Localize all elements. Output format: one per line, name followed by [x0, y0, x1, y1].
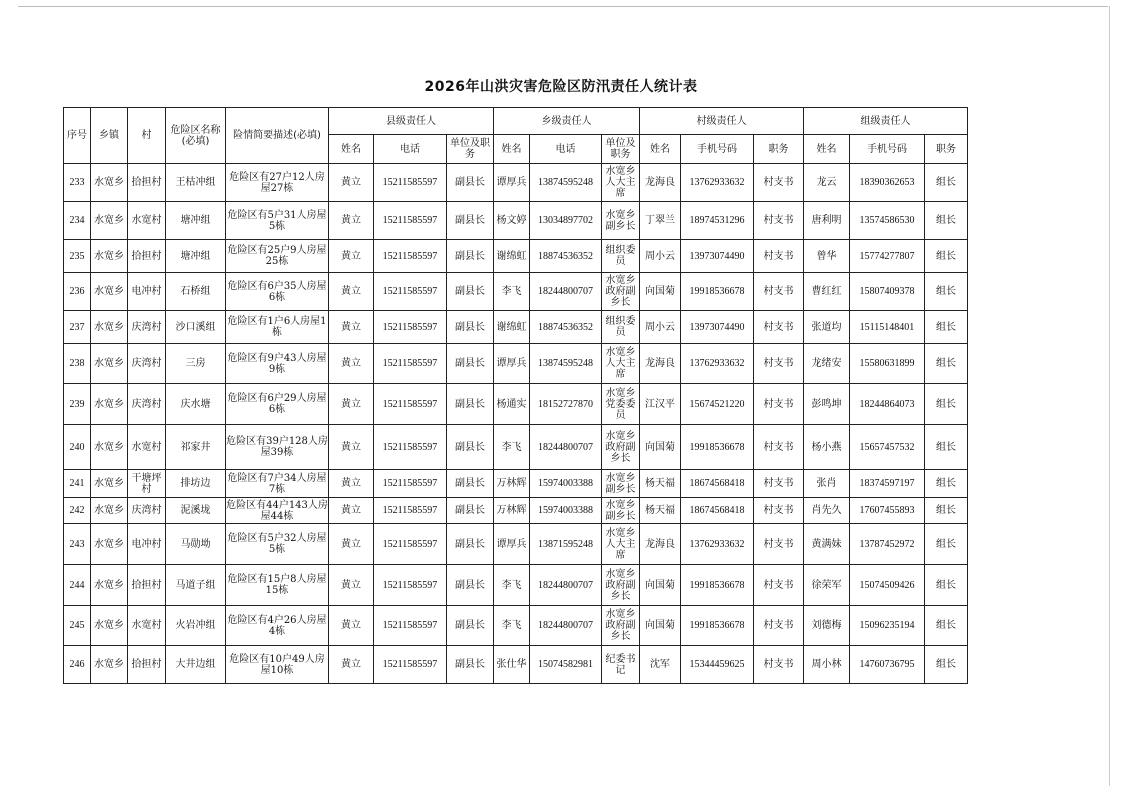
seq-cell: 242	[64, 498, 91, 524]
village-mobile-cell: 15344459625	[681, 646, 754, 684]
township-position-cell: 水宽乡政府副乡长	[602, 606, 640, 646]
team-position-cell: 组长	[925, 565, 968, 606]
village-position-cell: 村支书	[754, 646, 804, 684]
team-mobile-cell: 15807409378	[850, 273, 925, 311]
zone-cell: 马道子组	[166, 565, 226, 606]
township-phone-cell: 15974003388	[530, 470, 602, 498]
description-cell: 危险区有9户43人房屋9栋	[226, 344, 329, 384]
zone-cell: 大井边组	[166, 646, 226, 684]
county-name-cell: 黄立	[329, 425, 374, 470]
zone-cell: 塘冲组	[166, 202, 226, 240]
header-village-name: 姓名	[640, 135, 681, 164]
seq-cell: 233	[64, 164, 91, 202]
header-row-1	[64, 108, 968, 135]
township-phone-cell: 18244800707	[530, 565, 602, 606]
village-position-cell: 村支书	[754, 524, 804, 565]
seq-cell: 241	[64, 470, 91, 498]
township-name-cell: 杨文婷	[494, 202, 530, 240]
seq-cell: 235	[64, 240, 91, 273]
village-position-cell: 村支书	[754, 565, 804, 606]
header-county-phone: 电话	[374, 135, 447, 164]
village-mobile-cell: 13762933632	[681, 524, 754, 565]
county-phone-cell: 15211585597	[374, 470, 447, 498]
zone-cell: 排坊边	[166, 470, 226, 498]
township-name-cell: 谢绵虹	[494, 311, 530, 344]
page-title: 2026年山洪灾害危险区防汛责任人统计表	[424, 79, 698, 95]
header-team-mobile: 手机号码	[850, 135, 925, 164]
township-name-cell: 张仕华	[494, 646, 530, 684]
county-position-cell: 副县长	[447, 606, 494, 646]
description-cell: 危险区有27户12人房屋27栋	[226, 164, 329, 202]
team-name-cell: 徐荣军	[804, 565, 850, 606]
seq-cell: 238	[64, 344, 91, 384]
team-name-cell: 龙云	[804, 164, 850, 202]
township-phone-cell: 15974003388	[530, 498, 602, 524]
county-name-cell: 黄立	[329, 311, 374, 344]
county-name-cell: 黄立	[329, 273, 374, 311]
team-mobile-cell: 15657457532	[850, 425, 925, 470]
county-phone-cell: 15211585597	[374, 273, 447, 311]
team-name-cell: 曾华	[804, 240, 850, 273]
township-cell: 水宽乡	[91, 524, 128, 565]
village-mobile-cell: 13762933632	[681, 164, 754, 202]
table-row	[64, 384, 968, 425]
table-body	[64, 164, 968, 684]
team-name-cell: 肖先久	[804, 498, 850, 524]
township-cell: 水宽乡	[91, 384, 128, 425]
county-name-cell: 黄立	[329, 606, 374, 646]
zone-cell: 石桥组	[166, 273, 226, 311]
county-name-cell: 黄立	[329, 565, 374, 606]
table-row	[64, 273, 968, 311]
village-cell: 庆湾村	[128, 498, 166, 524]
county-name-cell: 黄立	[329, 470, 374, 498]
scan-edge-right	[1109, 6, 1110, 786]
table-row	[64, 311, 968, 344]
header-team-group: 组级责任人	[804, 108, 968, 135]
village-name-cell: 沈军	[640, 646, 681, 684]
village-mobile-cell: 19918536678	[681, 273, 754, 311]
village-position-cell: 村支书	[754, 311, 804, 344]
description-cell: 危险区有1户6人房屋1栋	[226, 311, 329, 344]
township-cell: 水宽乡	[91, 273, 128, 311]
township-cell: 水宽乡	[91, 344, 128, 384]
table-row	[64, 470, 968, 498]
village-name-cell: 向国菊	[640, 273, 681, 311]
seq-cell: 237	[64, 311, 91, 344]
description-cell: 危险区有39户128人房屋39栋	[226, 425, 329, 470]
township-phone-cell: 18874536352	[530, 311, 602, 344]
township-position-cell: 水宽乡政府副乡长	[602, 565, 640, 606]
county-position-cell: 副县长	[447, 565, 494, 606]
seq-cell: 244	[64, 565, 91, 606]
village-position-cell: 村支书	[754, 384, 804, 425]
header-seq: 序号	[64, 108, 91, 164]
team-mobile-cell: 15115148401	[850, 311, 925, 344]
village-mobile-cell: 13762933632	[681, 344, 754, 384]
seq-cell: 234	[64, 202, 91, 240]
scan-edge-top	[18, 6, 1108, 7]
team-position-cell: 组长	[925, 425, 968, 470]
zone-cell: 马勋坳	[166, 524, 226, 565]
header-village-mobile: 手机号码	[681, 135, 754, 164]
village-name-cell: 向国菊	[640, 606, 681, 646]
village-mobile-cell: 19918536678	[681, 425, 754, 470]
zone-cell: 沙口溪组	[166, 311, 226, 344]
township-phone-cell: 18244800707	[530, 273, 602, 311]
team-name-cell: 曹红红	[804, 273, 850, 311]
village-mobile-cell: 13973074490	[681, 311, 754, 344]
team-mobile-cell: 18244864073	[850, 384, 925, 425]
header-village-position: 职务	[754, 135, 804, 164]
village-name-cell: 江汉平	[640, 384, 681, 425]
team-position-cell: 组长	[925, 240, 968, 273]
header-township-group: 乡级责任人	[494, 108, 640, 135]
header-description: 险情简要描述(必填)	[226, 108, 329, 164]
responsibility-table	[63, 107, 968, 684]
village-mobile-cell: 15674521220	[681, 384, 754, 425]
village-position-cell: 村支书	[754, 202, 804, 240]
header-zone-name: 危险区名称(必填)	[166, 108, 226, 164]
table-row	[64, 164, 968, 202]
table-row	[64, 646, 968, 684]
county-position-cell: 副县长	[447, 646, 494, 684]
team-name-cell: 唐利明	[804, 202, 850, 240]
county-phone-cell: 15211585597	[374, 606, 447, 646]
township-cell: 水宽乡	[91, 240, 128, 273]
description-cell: 危险区有25户9人房屋25栋	[226, 240, 329, 273]
team-name-cell: 张道均	[804, 311, 850, 344]
village-mobile-cell: 18674568418	[681, 470, 754, 498]
header-township-unit: 单位及职务	[602, 135, 640, 164]
table-row	[64, 202, 968, 240]
header-county-unit: 单位及职务	[447, 135, 494, 164]
village-name-cell: 龙海良	[640, 164, 681, 202]
table-row	[64, 240, 968, 273]
table-row	[64, 425, 968, 470]
village-mobile-cell: 18674568418	[681, 498, 754, 524]
description-cell: 危险区有6户29人房屋6栋	[226, 384, 329, 425]
township-name-cell: 杨通实	[494, 384, 530, 425]
village-cell: 电冲村	[128, 273, 166, 311]
team-position-cell: 组长	[925, 606, 968, 646]
header-township-phone: 电话	[530, 135, 602, 164]
county-phone-cell: 15211585597	[374, 384, 447, 425]
county-phone-cell: 15211585597	[374, 240, 447, 273]
team-mobile-cell: 13787452972	[850, 524, 925, 565]
village-name-cell: 丁翠兰	[640, 202, 681, 240]
team-mobile-cell: 15580631899	[850, 344, 925, 384]
township-position-cell: 水宽乡人大主席	[602, 344, 640, 384]
header-team-name: 姓名	[804, 135, 850, 164]
village-cell: 拾担村	[128, 164, 166, 202]
team-mobile-cell: 17607455893	[850, 498, 925, 524]
township-cell: 水宽乡	[91, 646, 128, 684]
zone-cell: 庆水塘	[166, 384, 226, 425]
seq-cell: 240	[64, 425, 91, 470]
township-position-cell: 组织委员	[602, 240, 640, 273]
team-position-cell: 组长	[925, 524, 968, 565]
county-position-cell: 副县长	[447, 470, 494, 498]
team-name-cell: 刘德梅	[804, 606, 850, 646]
team-mobile-cell: 18374597197	[850, 470, 925, 498]
village-name-cell: 杨天福	[640, 498, 681, 524]
village-name-cell: 向国菊	[640, 565, 681, 606]
team-name-cell: 周小林	[804, 646, 850, 684]
township-name-cell: 谢绵虹	[494, 240, 530, 273]
village-cell: 庆湾村	[128, 384, 166, 425]
zone-cell: 泥溪垅	[166, 498, 226, 524]
description-cell: 危险区有4户26人房屋4栋	[226, 606, 329, 646]
village-cell: 庆湾村	[128, 311, 166, 344]
team-name-cell: 黄满妹	[804, 524, 850, 565]
village-cell: 拾担村	[128, 240, 166, 273]
county-name-cell: 黄立	[329, 344, 374, 384]
village-mobile-cell: 18974531296	[681, 202, 754, 240]
village-name-cell: 杨天福	[640, 470, 681, 498]
county-position-cell: 副县长	[447, 164, 494, 202]
description-cell: 危险区有7户34人房屋7栋	[226, 470, 329, 498]
township-position-cell: 水宽乡副乡长	[602, 470, 640, 498]
township-position-cell: 水宽乡政府副乡长	[602, 425, 640, 470]
description-cell: 危险区有10户49人房屋10栋	[226, 646, 329, 684]
description-cell: 危险区有15户8人房屋15栋	[226, 565, 329, 606]
township-position-cell: 水宽乡人大主席	[602, 524, 640, 565]
table-row	[64, 344, 968, 384]
township-name-cell: 万林辉	[494, 498, 530, 524]
township-phone-cell: 13871595248	[530, 524, 602, 565]
team-position-cell: 组长	[925, 470, 968, 498]
team-position-cell: 组长	[925, 498, 968, 524]
county-phone-cell: 15211585597	[374, 202, 447, 240]
village-name-cell: 周小云	[640, 311, 681, 344]
county-phone-cell: 15211585597	[374, 311, 447, 344]
county-phone-cell: 15211585597	[374, 425, 447, 470]
zone-cell: 王枯冲组	[166, 164, 226, 202]
village-position-cell: 村支书	[754, 470, 804, 498]
table-row	[64, 498, 968, 524]
county-position-cell: 副县长	[447, 344, 494, 384]
header-township: 乡镇	[91, 108, 128, 164]
township-phone-cell: 13874595248	[530, 344, 602, 384]
county-position-cell: 副县长	[447, 273, 494, 311]
village-position-cell: 村支书	[754, 606, 804, 646]
township-position-cell: 水宽乡党委委员	[602, 384, 640, 425]
township-phone-cell: 13034897702	[530, 202, 602, 240]
township-phone-cell: 18244800707	[530, 425, 602, 470]
village-cell: 干塘坪村	[128, 470, 166, 498]
team-name-cell: 彭鸣坤	[804, 384, 850, 425]
team-mobile-cell: 13574586530	[850, 202, 925, 240]
header-county-group: 县级责任人	[329, 108, 494, 135]
township-cell: 水宽乡	[91, 425, 128, 470]
county-position-cell: 副县长	[447, 384, 494, 425]
zone-cell: 塘冲组	[166, 240, 226, 273]
team-position-cell: 组长	[925, 164, 968, 202]
table-row	[64, 565, 968, 606]
township-cell: 水宽乡	[91, 606, 128, 646]
township-position-cell: 纪委书记	[602, 646, 640, 684]
village-cell: 电冲村	[128, 524, 166, 565]
table-row	[64, 524, 968, 565]
township-name-cell: 李飞	[494, 425, 530, 470]
team-position-cell: 组长	[925, 384, 968, 425]
village-position-cell: 村支书	[754, 273, 804, 311]
county-position-cell: 副县长	[447, 311, 494, 344]
header-village-group: 村级责任人	[640, 108, 804, 135]
township-position-cell: 水宽乡副乡长	[602, 202, 640, 240]
team-name-cell: 杨小燕	[804, 425, 850, 470]
township-name-cell: 谭厚兵	[494, 164, 530, 202]
county-name-cell: 黄立	[329, 240, 374, 273]
zone-cell: 三房	[166, 344, 226, 384]
description-cell: 危险区有44户143人房屋44栋	[226, 499, 328, 522]
team-position-cell: 组长	[925, 202, 968, 240]
county-phone-cell: 15211585597	[374, 646, 447, 684]
township-position-cell: 水宽乡副乡长	[602, 498, 640, 524]
county-phone-cell: 15211585597	[374, 498, 447, 524]
county-position-cell: 副县长	[447, 524, 494, 565]
village-cell: 庆湾村	[128, 344, 166, 384]
township-position-cell: 水宽乡政府副乡长	[602, 273, 640, 311]
village-position-cell: 村支书	[754, 425, 804, 470]
village-cell: 拾担村	[128, 565, 166, 606]
village-position-cell: 村支书	[754, 240, 804, 273]
team-name-cell: 张肖	[804, 470, 850, 498]
header-team-position: 职务	[925, 135, 968, 164]
township-cell: 水宽乡	[91, 498, 128, 524]
village-mobile-cell: 13973074490	[681, 240, 754, 273]
township-name-cell: 李飞	[494, 565, 530, 606]
county-name-cell: 黄立	[329, 202, 374, 240]
county-phone-cell: 15211585597	[374, 344, 447, 384]
county-name-cell: 黄立	[329, 164, 374, 202]
township-name-cell: 万林辉	[494, 470, 530, 498]
village-name-cell: 龙海良	[640, 344, 681, 384]
village-position-cell: 村支书	[754, 164, 804, 202]
township-cell: 水宽乡	[91, 311, 128, 344]
team-position-cell: 组长	[925, 273, 968, 311]
county-name-cell: 黄立	[329, 646, 374, 684]
zone-cell: 祁家井	[166, 425, 226, 470]
township-phone-cell: 18152727870	[530, 384, 602, 425]
township-cell: 水宽乡	[91, 164, 128, 202]
team-position-cell: 组长	[925, 311, 968, 344]
county-position-cell: 副县长	[447, 240, 494, 273]
township-cell: 水宽乡	[91, 470, 128, 498]
team-mobile-cell: 15774277807	[850, 240, 925, 273]
seq-cell: 239	[64, 384, 91, 425]
county-position-cell: 副县长	[447, 425, 494, 470]
county-position-cell: 副县长	[447, 202, 494, 240]
village-position-cell: 村支书	[754, 344, 804, 384]
township-phone-cell: 13874595248	[530, 164, 602, 202]
village-name-cell: 向国菊	[640, 425, 681, 470]
seq-cell: 246	[64, 646, 91, 684]
township-name-cell: 李飞	[494, 273, 530, 311]
header-township-name: 姓名	[494, 135, 530, 164]
county-phone-cell: 15211585597	[374, 524, 447, 565]
village-cell: 拾担村	[128, 646, 166, 684]
township-position-cell: 水宽乡人大主席	[602, 164, 640, 202]
county-phone-cell: 15211585597	[374, 164, 447, 202]
village-mobile-cell: 19918536678	[681, 565, 754, 606]
description-cell: 危险区有5户31人房屋5栋	[226, 202, 329, 240]
township-name-cell: 谭厚兵	[494, 524, 530, 565]
county-name-cell: 黄立	[329, 524, 374, 565]
township-phone-cell: 15074582981	[530, 646, 602, 684]
township-name-cell: 谭厚兵	[494, 344, 530, 384]
header-county-name: 姓名	[329, 135, 374, 164]
header-village: 村	[128, 108, 166, 164]
team-mobile-cell: 18390362653	[850, 164, 925, 202]
township-position-cell: 组织委员	[602, 311, 640, 344]
village-mobile-cell: 19918536678	[681, 606, 754, 646]
seq-cell: 243	[64, 524, 91, 565]
county-name-cell: 黄立	[329, 498, 374, 524]
team-name-cell: 龙绪安	[804, 344, 850, 384]
village-cell: 水宽村	[128, 202, 166, 240]
village-position-cell: 村支书	[754, 498, 804, 524]
village-cell: 水宽村	[128, 425, 166, 470]
description-cell: 危险区有6户35人房屋6栋	[226, 273, 329, 311]
team-mobile-cell: 14760736795	[850, 646, 925, 684]
county-phone-cell: 15211585597	[374, 565, 447, 606]
county-position-cell: 副县长	[447, 498, 494, 524]
seq-cell: 236	[64, 273, 91, 311]
township-name-cell: 李飞	[494, 606, 530, 646]
table-row	[64, 606, 968, 646]
village-name-cell: 周小云	[640, 240, 681, 273]
township-phone-cell: 18244800707	[530, 606, 602, 646]
county-name-cell: 黄立	[329, 384, 374, 425]
township-phone-cell: 18874536352	[530, 240, 602, 273]
village-cell: 水宽村	[128, 606, 166, 646]
team-mobile-cell: 15074509426	[850, 565, 925, 606]
team-position-cell: 组长	[925, 646, 968, 684]
seq-cell: 245	[64, 606, 91, 646]
team-position-cell: 组长	[925, 344, 968, 384]
zone-cell: 火岩冲组	[166, 606, 226, 646]
description-cell: 危险区有5户32人房屋5栋	[226, 524, 329, 565]
township-cell: 水宽乡	[91, 202, 128, 240]
team-mobile-cell: 15096235194	[850, 606, 925, 646]
township-cell: 水宽乡	[91, 565, 128, 606]
village-name-cell: 龙海良	[640, 524, 681, 565]
